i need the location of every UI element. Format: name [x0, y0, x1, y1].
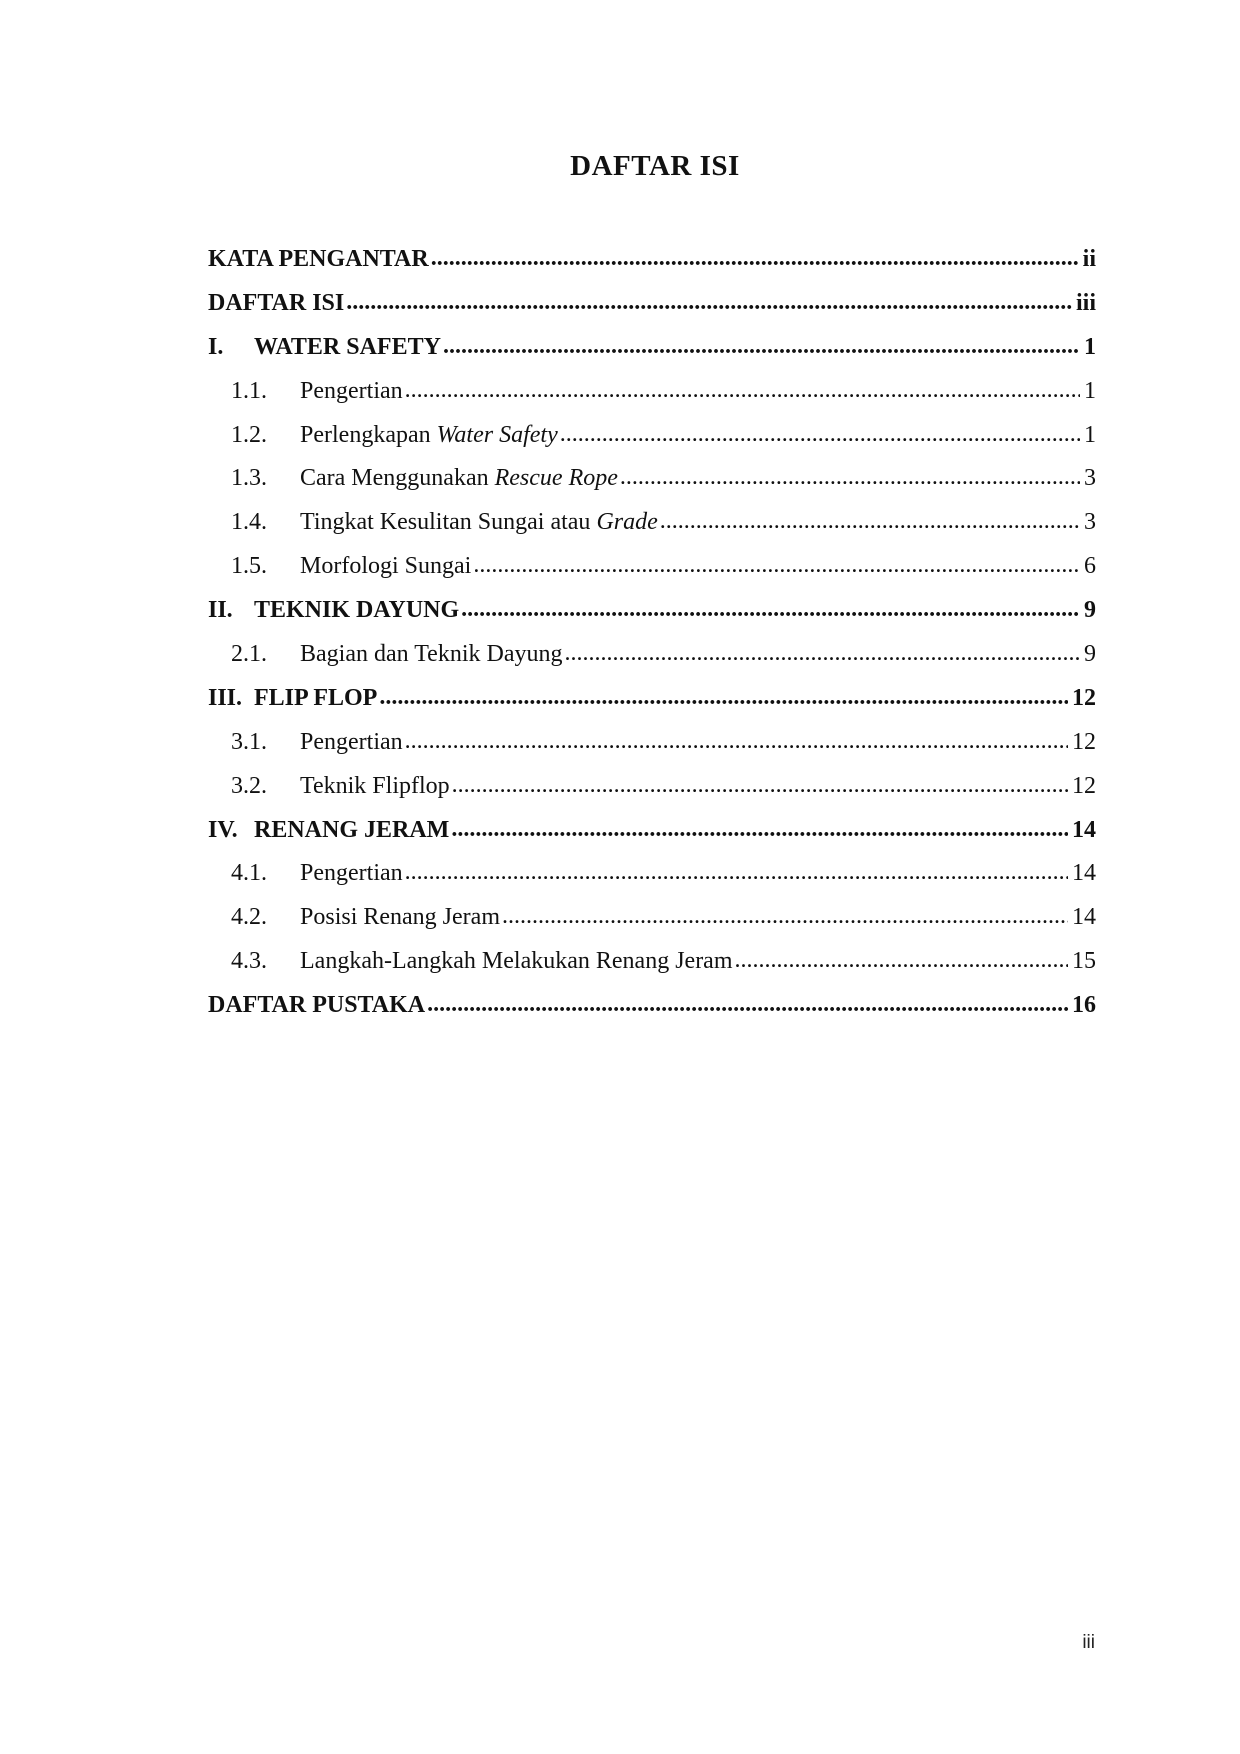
dot-leader — [473, 553, 1080, 579]
toc-entry-number: 3.2. — [231, 772, 267, 799]
toc-entry-title — [300, 904, 500, 931]
toc-entry[interactable] — [208, 334, 1096, 378]
toc-entry-title-part: Cara Menggunakan — [300, 465, 495, 492]
toc-entry-number: III. — [208, 684, 243, 711]
toc-entry-title — [300, 729, 403, 756]
toc-entry-number: 1.1. — [231, 377, 267, 404]
toc-entry[interactable] — [208, 641, 1096, 685]
toc-entry[interactable] — [208, 553, 1096, 597]
toc-entry-title-part: DAFTAR ISI — [208, 289, 345, 316]
dot-leader — [461, 597, 1080, 623]
toc-entry-page: 12 — [1072, 728, 1096, 755]
dot-leader — [565, 641, 1081, 667]
toc-entry-page: 3 — [1084, 509, 1096, 536]
toc-entry[interactable] — [208, 992, 1096, 1036]
toc-entry-number: 4.1. — [231, 860, 267, 887]
toc-entry-title-part: Morfologi Sungai — [300, 553, 472, 580]
toc-entry-title — [208, 992, 425, 1019]
dot-leader — [735, 948, 1068, 974]
table-of-contents — [208, 246, 1096, 1036]
toc-entry-title — [300, 773, 450, 800]
dot-leader — [660, 509, 1080, 535]
toc-entry-title — [300, 641, 563, 668]
toc-entry-number: II. — [208, 597, 233, 624]
toc-entry-title-part: Pengertian — [300, 860, 403, 887]
dot-leader — [405, 860, 1068, 886]
dot-leader — [443, 334, 1080, 360]
toc-entry-title-part: Bagian dan Teknik Dayung — [300, 641, 563, 668]
dot-leader — [346, 290, 1072, 316]
toc-entry-title — [300, 509, 658, 536]
dot-leader — [620, 465, 1080, 491]
toc-entry-page: 14 — [1072, 816, 1096, 843]
toc-entry-title-part: TEKNIK DAYUNG — [254, 597, 460, 624]
toc-entry-number: 1.4. — [231, 509, 267, 536]
dot-leader — [405, 729, 1068, 755]
toc-entry-page: 15 — [1072, 948, 1096, 975]
toc-entry[interactable] — [208, 729, 1096, 773]
toc-entry-number: I. — [208, 333, 224, 360]
toc-entry-title-part: Tingkat Kesulitan Sungai atau — [300, 509, 597, 536]
toc-entry-title-part: WATER SAFETY — [254, 333, 441, 360]
toc-entry[interactable] — [208, 904, 1096, 948]
toc-entry[interactable] — [208, 246, 1096, 290]
toc-entry[interactable] — [208, 948, 1096, 992]
dot-leader — [431, 246, 1079, 272]
toc-entry[interactable] — [208, 509, 1096, 553]
toc-entry[interactable] — [208, 817, 1096, 861]
toc-entry-title — [208, 246, 429, 273]
toc-entry-title-part: Langkah-Langkah Melakukan Renang Jeram — [300, 948, 733, 975]
dot-leader — [451, 817, 1068, 843]
toc-entry-number: 1.2. — [231, 421, 267, 448]
page-number: iii — [1082, 1632, 1095, 1653]
toc-entry-page: 14 — [1072, 904, 1096, 931]
toc-entry[interactable] — [208, 773, 1096, 817]
toc-entry-title — [254, 685, 377, 712]
toc-entry-title — [300, 422, 558, 449]
toc-entry-title — [254, 817, 449, 844]
toc-entry-title — [300, 465, 618, 492]
toc-entry-page: 6 — [1084, 553, 1096, 580]
toc-entry-number: 1.5. — [231, 553, 267, 580]
toc-entry-number: 2.1. — [231, 641, 267, 668]
toc-entry-page: 12 — [1072, 772, 1096, 799]
toc-entry-page: 1 — [1084, 333, 1096, 360]
toc-entry[interactable] — [208, 422, 1096, 466]
toc-entry-title — [300, 553, 471, 580]
toc-entry-title-part: Perlengkapan — [300, 421, 437, 448]
toc-entry-number: 4.3. — [231, 948, 267, 975]
dot-leader — [379, 685, 1068, 711]
toc-entry[interactable] — [208, 378, 1096, 422]
toc-entry-page: 12 — [1072, 684, 1096, 711]
toc-entry-page: iii — [1075, 289, 1096, 316]
toc-entry-page: 14 — [1072, 860, 1096, 887]
toc-entry-title-italic: Rescue Rope — [494, 465, 618, 492]
toc-entry[interactable] — [208, 290, 1096, 334]
dot-leader — [452, 773, 1068, 799]
toc-entry-title — [254, 334, 441, 361]
dot-leader — [405, 378, 1080, 404]
toc-entry-page: 9 — [1084, 641, 1096, 668]
toc-entry-title — [208, 290, 344, 317]
toc-entry-title-part: Teknik Flipflop — [300, 772, 450, 799]
toc-entry-number: 3.1. — [231, 728, 267, 755]
toc-entry-title-italic: Water Safety — [436, 421, 558, 448]
toc-entry-title — [300, 860, 403, 887]
toc-entry-page: 9 — [1084, 597, 1096, 624]
dot-leader — [502, 904, 1068, 930]
toc-entry-title-part: DAFTAR PUSTAKA — [208, 992, 426, 1019]
toc-entry-page: 1 — [1084, 421, 1096, 448]
toc-entry[interactable] — [208, 597, 1096, 641]
toc-entry-page: 3 — [1084, 465, 1096, 492]
toc-entry-page: ii — [1082, 246, 1096, 272]
toc-entry-title-part: RENANG JERAM — [254, 816, 450, 843]
toc-entry-title — [300, 378, 403, 405]
toc-entry-page: 16 — [1072, 992, 1096, 1019]
dot-leader — [427, 992, 1068, 1018]
toc-entry[interactable] — [208, 465, 1096, 509]
toc-entry-title-part: Pengertian — [300, 728, 403, 755]
toc-entry-title — [254, 597, 459, 624]
toc-entry-title-italic: Grade — [596, 509, 658, 536]
toc-entry-title-part: FLIP FLOP — [254, 684, 378, 711]
toc-entry-title-part: KATA PENGANTAR — [208, 246, 429, 272]
toc-entry-number: 1.3. — [231, 465, 267, 492]
toc-entry-title-part: Pengertian — [300, 377, 403, 404]
dot-leader — [560, 422, 1080, 448]
toc-entry-number: IV. — [208, 816, 238, 843]
toc-entry-page: 1 — [1084, 377, 1096, 404]
toc-entry-title — [300, 948, 733, 975]
toc-entry-number: 4.2. — [231, 904, 267, 931]
toc-entry[interactable] — [208, 860, 1096, 904]
toc-entry-title-part: Posisi Renang Jeram — [300, 904, 500, 931]
page-title: DAFTAR ISI — [570, 150, 740, 182]
toc-entry[interactable] — [208, 685, 1096, 729]
